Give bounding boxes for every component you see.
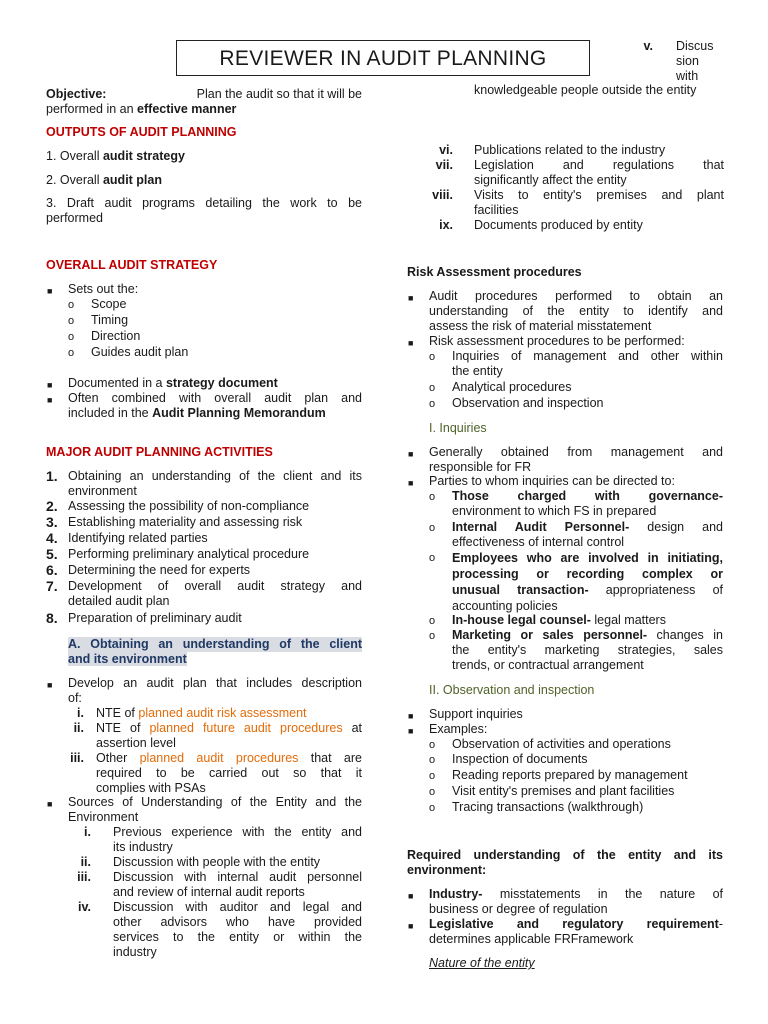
risk-bullet: Audit procedures performed to obtain an understanding of the entity to identify and assess the risk of material misstatement	[429, 289, 723, 333]
circle-bullet-icon: o	[429, 351, 436, 363]
plan-item: Other planned audit procedures that are required to be carried out so that it complies with PSAs	[96, 751, 362, 795]
bullet-icon: ■	[408, 726, 414, 736]
output-2: 2. Overall audit plan	[46, 173, 162, 187]
observation-bullet: Examples:	[429, 722, 488, 736]
observation-bullet: Support inquiries	[429, 707, 523, 721]
inquiry-party: Those charged with governance- environment to which FS in prepared	[452, 489, 723, 518]
observation-heading: II. Observation and inspection	[429, 683, 595, 697]
combined: Often combined with overall audit plan and included in the Audit Planning Memorandum	[68, 391, 362, 420]
source-item: Visits to entity's premises and plant facilities	[474, 188, 724, 217]
bullet-icon: ■	[408, 478, 414, 488]
inquiry-bullet: Parties to whom inquiries can be directed to:	[429, 474, 675, 488]
list-item: 8. Preparation of preliminary audit	[46, 610, 242, 626]
required-item: Industry- misstatements in the nature of business or degree of regulation	[429, 887, 723, 916]
roman-numeral: ii.	[73, 721, 84, 735]
inquiry-party: Marketing or sales personnel- changes in the entity's marketing strategies, sales trends, or contractual arrangement	[452, 628, 723, 672]
risk-bullet: Risk assessment procedures to be performed:	[429, 334, 685, 348]
source-item: Previous experience with the entity and its industry	[113, 825, 362, 854]
activities-list	[46, 469, 362, 627]
roman-numeral: vi.	[439, 143, 453, 157]
circle-bullet-icon: o	[68, 299, 75, 311]
circle-bullet-icon: o	[429, 770, 436, 782]
roman-numeral: vii.	[435, 158, 453, 172]
roman-numeral: i.	[77, 706, 84, 720]
circle-bullet-icon: o	[68, 315, 75, 327]
bullet-icon: ■	[408, 921, 414, 931]
inquiry-party: In-house legal counsel- legal matters	[452, 613, 666, 627]
roman-numeral: i.	[84, 825, 91, 839]
source-item: Discussion with people with the entity	[113, 855, 321, 869]
roman-numeral: v.	[643, 39, 653, 53]
list-item: 4. Identifying related parties	[46, 530, 208, 546]
sets-out: Sets out the:	[68, 282, 139, 296]
circle-bullet-icon: o	[429, 398, 436, 410]
roman-numeral: iii.	[77, 870, 91, 884]
output-1: 1. Overall audit strategy	[46, 149, 185, 163]
source-item: Publications related to the industry	[474, 143, 666, 157]
observation-example: Inspection of documents	[452, 752, 588, 766]
risk-sub: Inquiries of management and other within the entity	[452, 349, 723, 378]
list-item: 6. Determining the need for experts	[46, 562, 251, 578]
inquiry-party: Internal Audit Personnel- design and effectiveness of internal control	[452, 520, 723, 549]
circle-bullet-icon: o	[429, 615, 436, 627]
objective: Objective: Plan the audit so that it will be performed in an effective manner	[46, 87, 362, 116]
source-item: Documents produced by entity	[474, 218, 643, 232]
section-a-heading: A. Obtaining an understanding of the client and its environment	[68, 637, 362, 666]
circle-bullet-icon: o	[429, 754, 436, 766]
sets-out-item: Guides audit plan	[91, 345, 189, 359]
roman-numeral: ii.	[80, 855, 91, 869]
bullet-icon: ■	[47, 380, 53, 390]
observation-example: Tracing transactions (walkthrough)	[452, 800, 644, 814]
list-item: 7. Development of overall audit strategy and detailed audit plan	[46, 578, 362, 608]
sets-out-item: Timing	[91, 313, 129, 327]
strategy-heading: OVERALL AUDIT STRATEGY	[46, 258, 218, 272]
inquiries-heading: I. Inquiries	[429, 421, 487, 435]
risk-sub: Observation and inspection	[452, 396, 604, 410]
source-item: Discussion with internal audit personnel and review of internal audit reports	[113, 870, 362, 899]
circle-bullet-icon: o	[68, 347, 75, 359]
circle-bullet-icon: o	[429, 739, 436, 751]
required-item: Legislative and regulatory requirement- determines applicable FRFramework	[429, 917, 723, 946]
source-item: Discussion with auditor and legal and other advisors who have provided services to the entity or within the industry	[113, 900, 362, 959]
source-item: Legislation and regulations that significantly affect the entity	[474, 158, 724, 187]
circle-bullet-icon: o	[429, 802, 436, 814]
list-item: 3. Establishing materiality and assessing risk	[46, 514, 303, 530]
activities-heading: MAJOR AUDIT PLANNING ACTIVITIES	[46, 445, 273, 459]
page-title: REVIEWER IN AUDIT PLANNING	[176, 40, 590, 76]
sets-out-item: Scope	[91, 297, 127, 311]
plan-item: NTE of planned future audit procedures at assertion level	[96, 721, 363, 750]
roman-numeral: ix.	[439, 218, 453, 232]
output-3: 3. Draft audit programs detailing the work to be performed	[46, 196, 362, 225]
circle-bullet-icon: o	[68, 331, 75, 343]
observation-example: Reading reports prepared by management	[452, 768, 688, 782]
circle-bullet-icon: o	[429, 786, 436, 798]
bullet-icon: ■	[408, 449, 414, 459]
outputs-heading: OUTPUTS OF AUDIT PLANNING	[46, 125, 237, 139]
circle-bullet-icon: o	[429, 491, 436, 503]
sets-out-item: Direction	[91, 329, 141, 343]
bullet-icon: ■	[47, 799, 53, 809]
roman-numeral: iv.	[78, 900, 91, 914]
bullet-icon: ■	[408, 293, 414, 303]
observation-example: Observation of activities and operations	[452, 737, 671, 751]
roman-numeral: viii.	[432, 188, 453, 202]
observation-example: Visit entity's premises and plant facilities	[452, 784, 675, 798]
documented: Documented in a strategy document	[68, 376, 278, 390]
bullet-icon: ■	[47, 680, 53, 690]
roman-numeral: iii.	[70, 751, 84, 765]
plan-item: NTE of planned audit risk assessment	[96, 706, 307, 720]
bullet-icon: ■	[408, 711, 414, 721]
list-item: 1. Obtaining an understanding of the client and its environment	[46, 468, 362, 498]
bullet-icon: ■	[47, 395, 53, 405]
source-item-v: Discus sion with	[676, 39, 714, 83]
list-item: 2. Assessing the possibility of non-compliance	[46, 498, 310, 514]
list-item: 5. Performing preliminary analytical procedure	[46, 546, 310, 562]
bullet-icon: ■	[47, 286, 53, 296]
circle-bullet-icon: o	[429, 630, 436, 642]
inquiry-bullet: Generally obtained from management and responsible for FR	[429, 445, 723, 474]
required-heading: Required understanding of the entity and its environment:	[407, 848, 723, 877]
risk-sub: Analytical procedures	[452, 380, 572, 394]
circle-bullet-icon: o	[429, 552, 436, 564]
bullet-icon: ■	[408, 338, 414, 348]
bullet-icon: ■	[408, 891, 414, 901]
source-item-v-cont: knowledgeable people outside the entity	[474, 83, 697, 97]
nature-of-entity: Nature of the entity	[429, 956, 535, 970]
circle-bullet-icon: o	[429, 522, 436, 534]
sources: Sources of Understanding of the Entity and the Environment	[68, 795, 362, 824]
develop: Develop an audit plan that includes description of:	[68, 676, 362, 705]
circle-bullet-icon: o	[429, 382, 436, 394]
inquiry-party: Employees who are involved in initiating, processing or recording complex or unusual transaction- appropriateness of accounting policies	[452, 551, 724, 613]
risk-heading: Risk Assessment procedures	[407, 265, 582, 279]
